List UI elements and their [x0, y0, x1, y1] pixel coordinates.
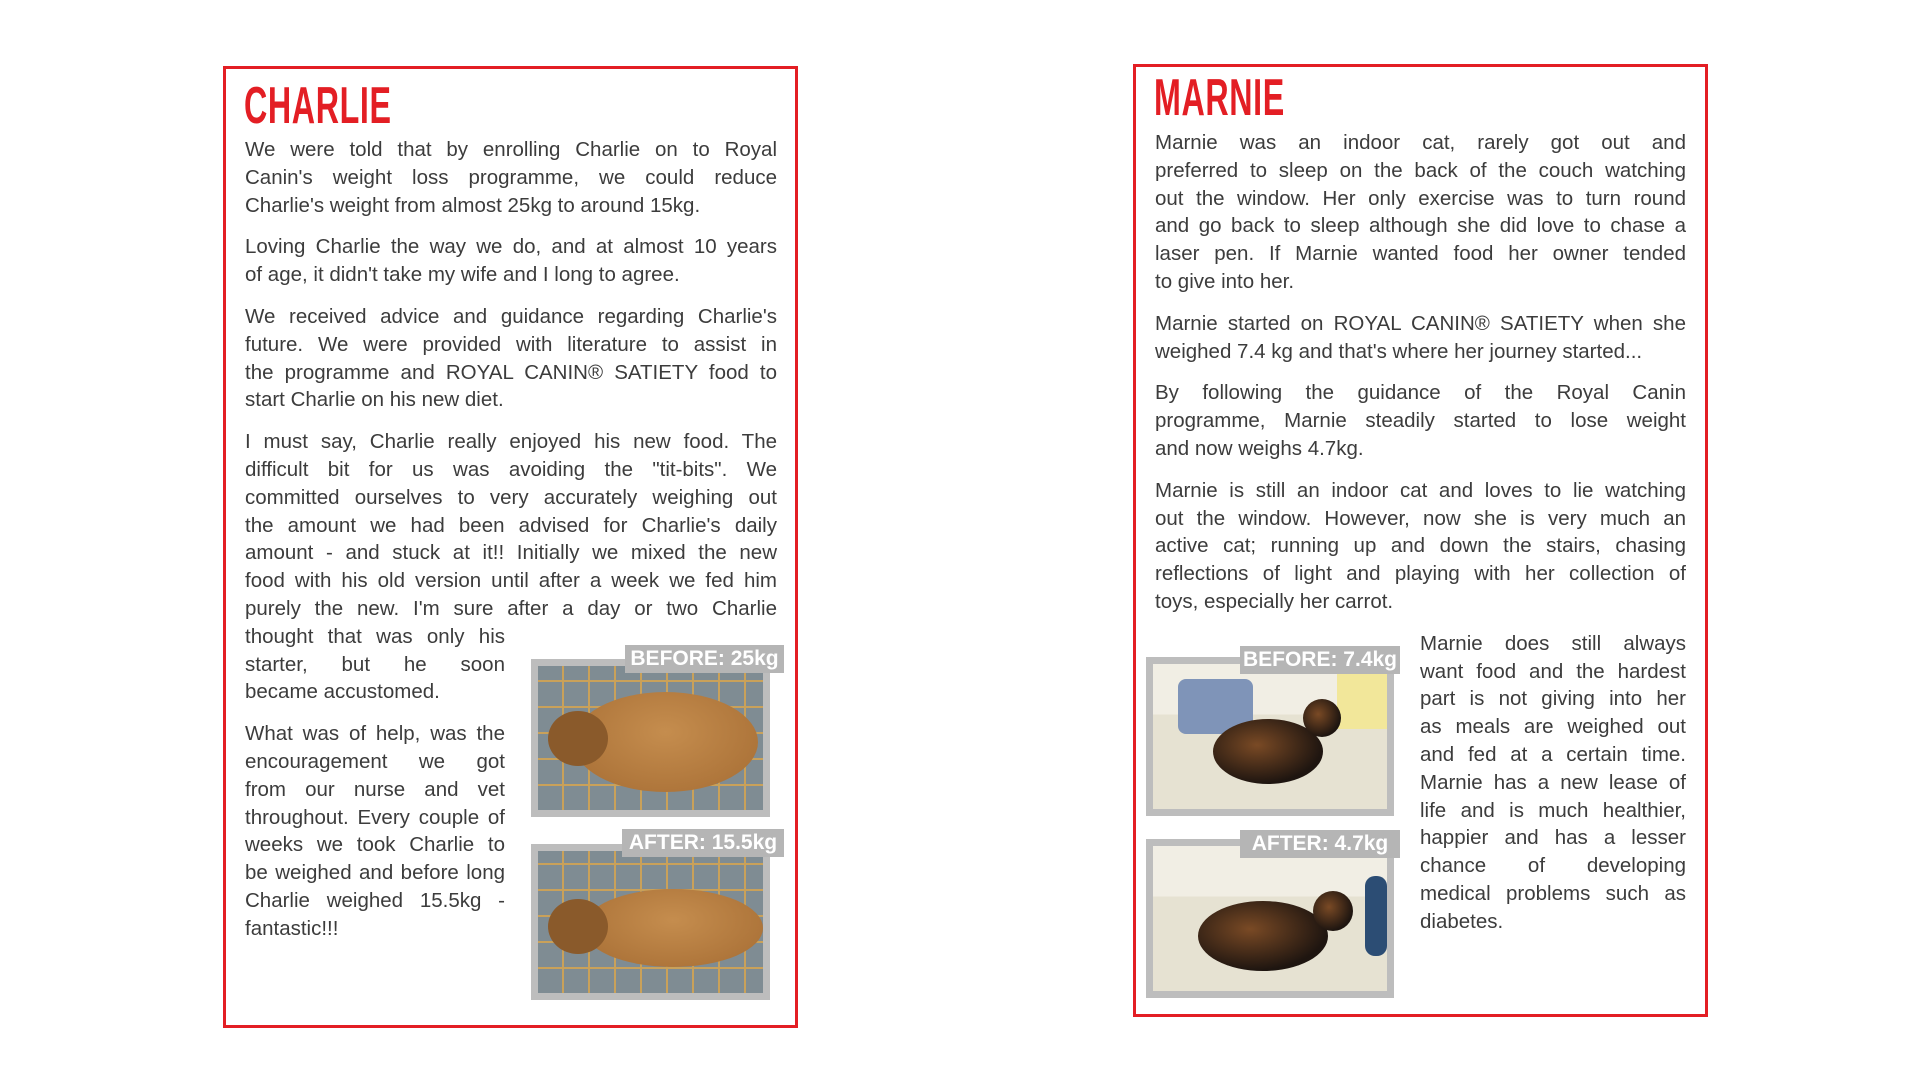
cat-head [1303, 699, 1341, 737]
text-line: out the window. Her only exercise was to turn round [1155, 186, 1686, 210]
text-line: start Charlie on his new diet. [245, 388, 504, 412]
text-line: of age, it didn't take my wife and I long to agree. [245, 263, 680, 287]
text-line: preferred to sleep on the back of the couch watching [1155, 158, 1686, 182]
text-line: Loving Charlie the way we do, and at almost 10 years [245, 235, 777, 259]
marnie-after-photo [1146, 839, 1394, 998]
marnie-after-label: AFTER: 4.7kg [1240, 830, 1400, 858]
marnie-before-label: BEFORE: 7.4kg [1240, 646, 1400, 674]
text-line: as meals are weighed out [1420, 715, 1686, 739]
text-line: encouragement we got [245, 749, 505, 773]
text-line: future. We were provided with literature to assist in [245, 332, 777, 356]
cat-body [1198, 901, 1328, 971]
text-line: purely the new. I'm sure after a day or two Charlie [245, 596, 777, 620]
dog-head [548, 899, 608, 954]
cat-head [1313, 891, 1353, 931]
text-line: the amount we had been advised for Charlie's daily [245, 513, 777, 537]
text-line: medical problems such as [1420, 881, 1686, 905]
text-line: diabetes. [1420, 909, 1504, 933]
text-line: starter, but he soon [245, 652, 505, 676]
text-line: reflections of light and playing with her collection of [1155, 562, 1686, 586]
text-line: became accustomed. [245, 680, 440, 704]
text-line: Marnie was an indoor cat, rarely got out and [1155, 131, 1686, 154]
text-line: want food and the hardest [1420, 659, 1686, 683]
text-line: throughout. Every couple of [245, 805, 505, 829]
text-line: the programme and ROYAL CANIN® SATIETY food to [245, 360, 777, 384]
marnie-title: MARNIE [1154, 69, 1285, 127]
text-line: be weighed and before long [245, 861, 505, 885]
text-line: By following the guidance of the Royal Canin [1155, 381, 1686, 405]
text-line: to give into her. [1155, 269, 1295, 293]
person-leg [1365, 876, 1387, 956]
story-paragraph [1155, 379, 1686, 462]
cat-before-image [1153, 664, 1387, 809]
text-line: from our nurse and vet [245, 777, 505, 801]
text-line: chance of developing [1420, 854, 1686, 878]
text-line: We received advice and guidance regarding Charlie's [245, 304, 777, 328]
text-line: and go back to sleep although she did love to chase a [1155, 214, 1686, 238]
text-line: active cat; running up and down the stairs, chasing [1155, 534, 1686, 558]
text-line: programme, Marnie steadily started to lose weight [1155, 409, 1686, 433]
text-line: food with his old version until after a week we fed him [245, 569, 777, 593]
text-line: amount - and stuck at it!! Initially we mixed the new [245, 541, 777, 565]
marnie-before-photo [1146, 657, 1394, 816]
story-paragraph [245, 136, 777, 219]
text-line: part is not giving into her [1420, 687, 1686, 711]
text-line: laser pen. If Marnie wanted food her owner tended [1155, 242, 1686, 266]
charlie-after-photo [531, 844, 770, 1000]
text-line: out the window. However, now she is very much an [1155, 506, 1686, 530]
marnie-story-text [1155, 129, 1686, 950]
text-line: thought that was only his [245, 624, 505, 648]
text-line: fantastic!!! [245, 916, 339, 940]
story-paragraph [245, 303, 777, 414]
story-paragraph [1155, 310, 1686, 366]
text-line: Marnie started on ROYAL CANIN® SATIETY when she [1155, 311, 1686, 335]
charlie-before-label: BEFORE: 25kg [625, 645, 784, 673]
text-line: committed ourselves to very accurately weighing out [245, 485, 777, 509]
text-line: Marnie is still an indoor cat and loves to lie watching [1155, 478, 1686, 502]
charlie-before-photo [531, 659, 770, 817]
dog-before-image [538, 666, 763, 810]
dog-after-image [538, 851, 763, 993]
text-line: toys, especially her carrot. [1155, 589, 1394, 613]
text-line: happier and has a lesser [1420, 826, 1686, 850]
text-line: Canin's weight loss programme, we could reduce [245, 165, 777, 189]
text-line: and now weighs 4.7kg. [1155, 436, 1364, 460]
dog-body [583, 889, 763, 967]
text-line: We were told that by enrolling Charlie on to Royal [245, 138, 777, 161]
text-line: Marnie does still always [1420, 631, 1686, 655]
text-line: life and is much healthier, [1420, 798, 1686, 822]
text-line: Marnie has a new lease of [1420, 770, 1686, 794]
charlie-after-label: AFTER: 15.5kg [622, 829, 784, 857]
story-paragraph [1155, 477, 1686, 616]
text-line: difficult bit for us was avoiding the "tit-bits". We [245, 457, 777, 481]
yellow-wall [1337, 674, 1387, 729]
text-line: weeks we took Charlie to [245, 833, 505, 857]
text-line: and fed at a certain time. [1420, 742, 1686, 766]
charlie-title: CHARLIE [244, 77, 392, 135]
story-paragraph [245, 233, 777, 289]
cat-after-image [1153, 846, 1387, 991]
text-line: Charlie's weight from almost 25kg to around 15kg. [245, 193, 701, 217]
story-paragraph [1155, 129, 1686, 296]
text-line: Charlie weighed 15.5kg - [245, 888, 505, 912]
text-line: I must say, Charlie really enjoyed his new food. The [245, 430, 777, 454]
dog-head [548, 711, 608, 766]
text-line: What was of help, was the [245, 722, 505, 746]
text-line: weighed 7.4 kg and that's where her journey started... [1155, 339, 1643, 363]
